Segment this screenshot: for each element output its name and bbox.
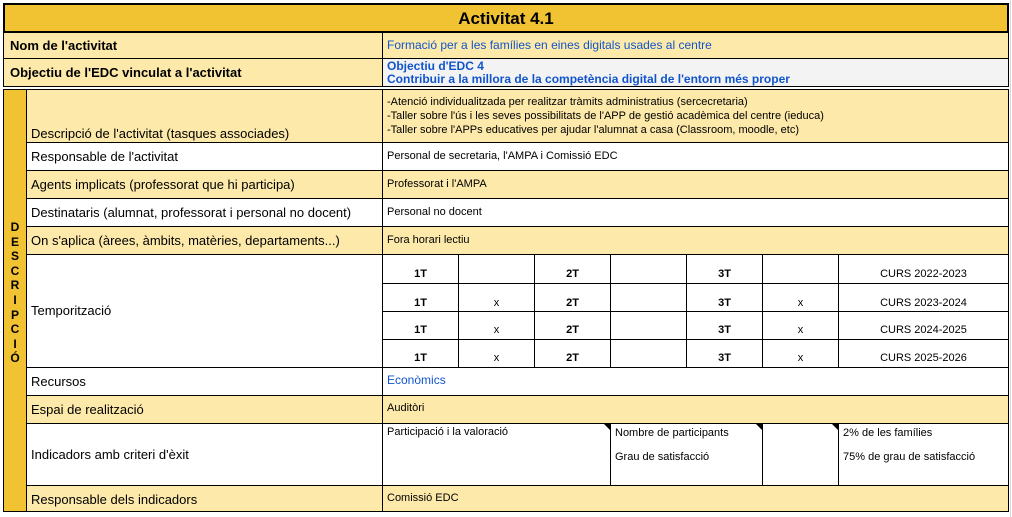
- destinataris-value[interactable]: Personal no docent: [382, 198, 1009, 227]
- resp-indicadors-value[interactable]: Comissió EDC: [382, 485, 1009, 512]
- curs-cell[interactable]: CURS 2025-2026: [838, 339, 1009, 368]
- vertical-letter: R: [10, 278, 20, 293]
- mark-cell[interactable]: x: [458, 339, 535, 368]
- descripcio-line: -Taller sobre l'APPs educatives per ajudar l'alumnat a casa (Classroom, moodle, etc): [387, 124, 799, 136]
- term-cell[interactable]: 1T: [382, 339, 459, 368]
- mark-cell[interactable]: x: [458, 311, 535, 340]
- recursos-value[interactable]: Econòmics: [382, 367, 1009, 396]
- curs-cell[interactable]: CURS 2024-2025: [838, 311, 1009, 340]
- mark-cell[interactable]: [610, 311, 687, 340]
- indicadors-indicators[interactable]: [610, 423, 763, 486]
- term-cell[interactable]: 1T: [382, 283, 459, 312]
- descripcio-vertical-label: [3, 89, 27, 512]
- mark-cell[interactable]: x: [762, 283, 839, 312]
- mark-cell[interactable]: x: [762, 311, 839, 340]
- aplica-label[interactable]: On s'aplica (àrees, àmbits, matèries, departaments...): [26, 226, 383, 255]
- vertical-letter: I: [13, 292, 17, 307]
- grid-line: [1010, 0, 1011, 517]
- resp-indicadors-label[interactable]: Responsable dels indicadors: [26, 485, 383, 512]
- mark-cell[interactable]: x: [458, 283, 535, 312]
- indicadors-targets[interactable]: [838, 423, 1009, 486]
- mark-cell[interactable]: x: [762, 339, 839, 368]
- curs-cell[interactable]: CURS 2023-2024: [838, 283, 1009, 312]
- responsable-value[interactable]: Personal de secretaria, l'AMPA i Comissió EDC: [382, 142, 1009, 171]
- mark-cell[interactable]: [458, 254, 535, 284]
- term-cell[interactable]: 3T: [686, 254, 763, 284]
- mark-cell[interactable]: [762, 254, 839, 284]
- vertical-letter: Ó: [10, 351, 20, 366]
- indicadors-label[interactable]: Indicadors amb criteri d'èxit: [26, 423, 383, 486]
- objectiu-line-1: Objectiu d'EDC 4: [387, 59, 484, 73]
- vertical-letter: E: [10, 234, 19, 249]
- responsable-label[interactable]: Responsable de l'activitat: [26, 142, 383, 171]
- recursos-label[interactable]: Recursos: [26, 367, 383, 396]
- nom-label[interactable]: Nom de l'activitat: [3, 32, 383, 59]
- activity-title[interactable]: Activitat 4.1: [3, 3, 1009, 33]
- aplica-value[interactable]: Fora horari lectiu: [382, 226, 1009, 255]
- term-cell[interactable]: 1T: [382, 254, 459, 284]
- vertical-letter: I: [13, 336, 17, 351]
- term-cell[interactable]: 2T: [534, 311, 611, 340]
- mark-cell[interactable]: [610, 339, 687, 368]
- term-cell[interactable]: 3T: [686, 339, 763, 368]
- mark-cell[interactable]: [610, 283, 687, 312]
- term-cell[interactable]: 3T: [686, 311, 763, 340]
- vertical-letter: S: [10, 249, 19, 264]
- curs-cell[interactable]: CURS 2022-2023: [838, 254, 1009, 284]
- target-satisfaction: 75% de grau de satisfacció: [843, 451, 976, 463]
- descripcio-line: -Taller sobre l'ús i les seves possibilitats de l'APP de gestió acadèmica del centre (ieduca): [387, 110, 824, 122]
- vertical-letter: C: [10, 263, 20, 278]
- vertical-letter: C: [10, 322, 20, 337]
- indicadors-empty-cell[interactable]: [762, 423, 839, 486]
- temporitzacio-label[interactable]: Temporització: [26, 254, 383, 368]
- vertical-letter: D: [10, 220, 20, 234]
- indicadors-criteri[interactable]: Participació i la valoració: [382, 423, 611, 486]
- term-cell[interactable]: 3T: [686, 283, 763, 312]
- espai-label[interactable]: Espai de realització: [26, 395, 383, 424]
- term-cell[interactable]: 2T: [534, 339, 611, 368]
- agents-value[interactable]: Professorat i l'AMPA: [382, 170, 1009, 199]
- descripcio-label[interactable]: Descripció de l'activitat (tasques associades): [26, 89, 383, 143]
- term-cell[interactable]: 2T: [534, 254, 611, 284]
- target-participants: 2% de les famílies: [843, 427, 933, 439]
- term-cell[interactable]: 2T: [534, 283, 611, 312]
- nom-value[interactable]: Formació per a les famílies en eines digitals usades al centre: [382, 32, 1009, 59]
- destinataris-label[interactable]: Destinataris (alumnat, professorat i personal no docent): [26, 198, 383, 227]
- descripcio-value[interactable]: [382, 89, 1009, 143]
- descripcio-line: -Atenció individualitzada per realitzar tràmits administratius (sercecretaria): [387, 96, 748, 108]
- objectiu-label[interactable]: Objectiu de l'EDC vinculat a l'activitat: [3, 58, 383, 87]
- agents-label[interactable]: Agents implicats (professorat que hi participa): [26, 170, 383, 199]
- objectiu-line-2: Contribuir a la millora de la competència digital de l'entorn més proper: [387, 72, 790, 86]
- vertical-letter: P: [10, 307, 19, 322]
- espai-value[interactable]: Auditòri: [382, 395, 1009, 424]
- indicator-satisfaction: Grau de satisfacció: [615, 451, 710, 463]
- objectiu-value[interactable]: [382, 58, 1009, 87]
- indicator-participants: Nombre de participants: [615, 427, 729, 439]
- term-cell[interactable]: 1T: [382, 311, 459, 340]
- mark-cell[interactable]: [610, 254, 687, 284]
